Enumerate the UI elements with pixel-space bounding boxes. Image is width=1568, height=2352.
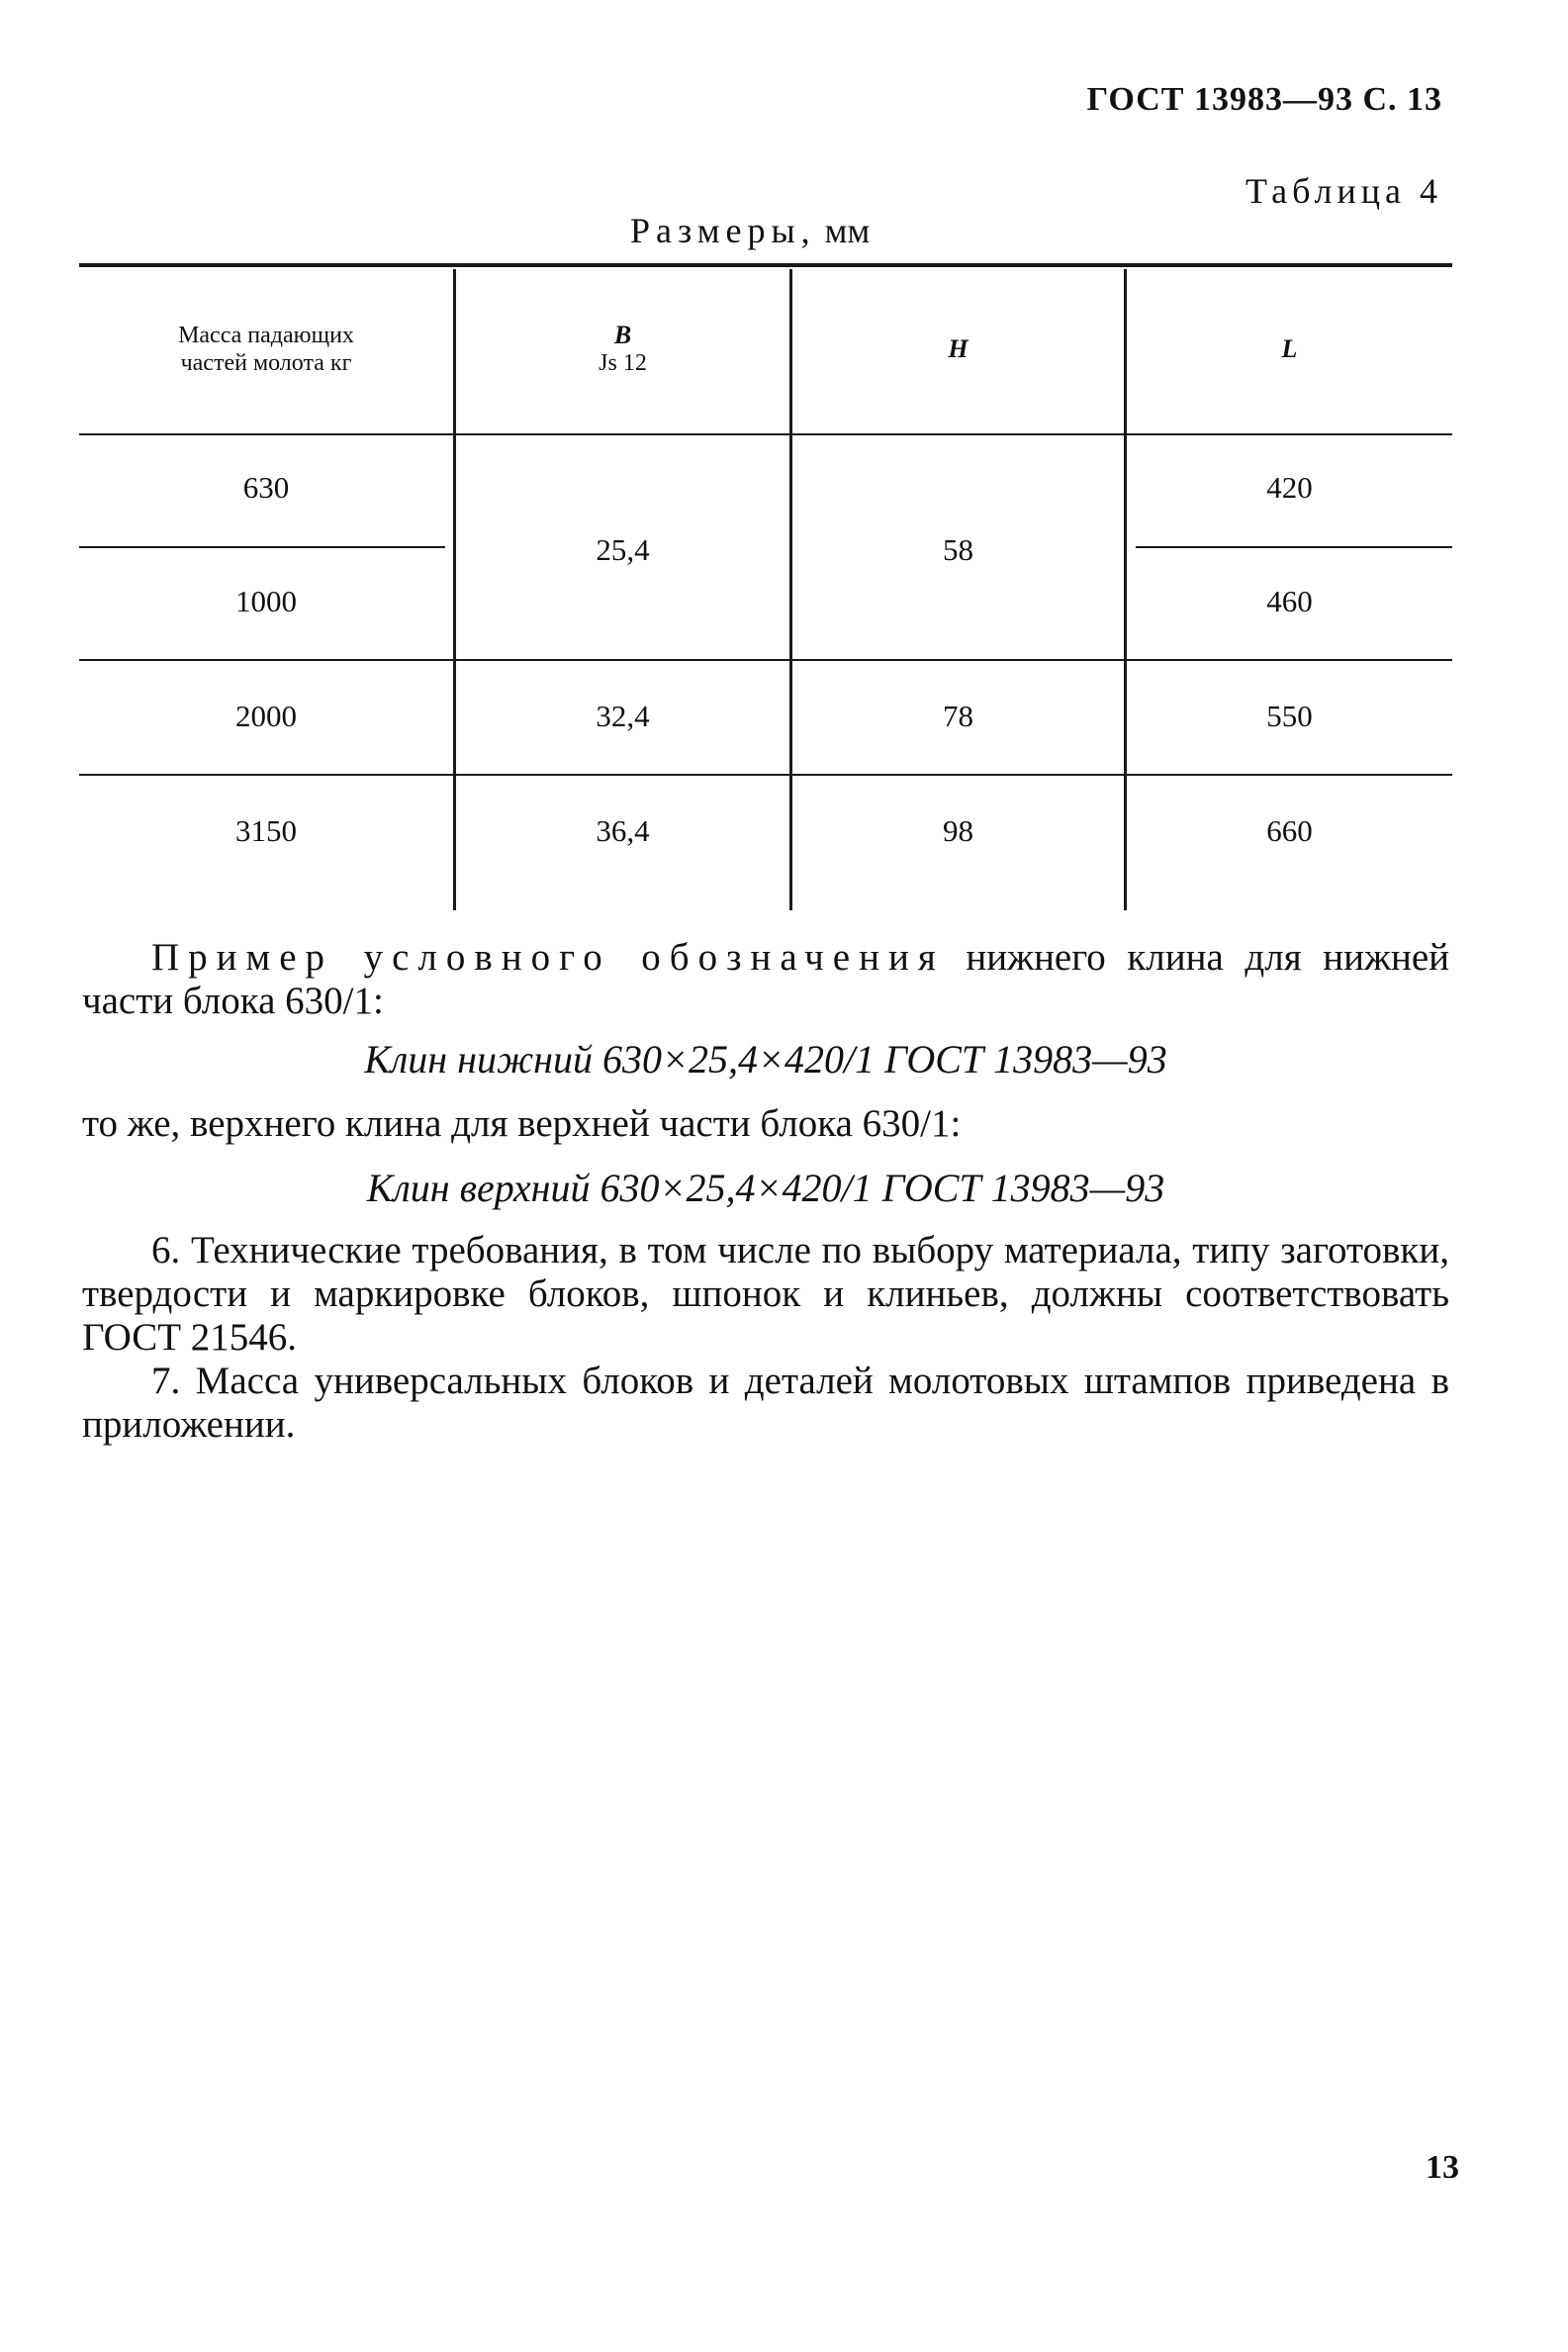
cell-mass-630: 630 [242,470,290,505]
cell-l-630: 420 [1266,470,1313,505]
item-7-paragraph: 7. Масса универсальных блоков и деталей молотовых штампов приведена в приложении. [82,1360,1449,1446]
header-mass-line2: частей молота кг [180,350,352,376]
header-b-tolerance: Js 12 [599,350,647,376]
cell-h-merged: 58 [943,532,973,567]
cell-b-3150: 36,4 [596,813,650,848]
header-h-symbol: H [948,334,968,363]
header-b-symbol: B [613,321,632,349]
table-header-rule [79,433,1452,435]
page-number: 13 [1426,2149,1459,2186]
running-header: ГОСТ 13983—93 С. 13 [1086,81,1442,118]
table-label: Таблица 4 [1245,171,1442,211]
example-paragraph [82,936,1449,1023]
cell-h-3150: 98 [943,813,973,848]
table-units [630,210,870,251]
row-divider [79,546,445,548]
cell-l-1000: 460 [1266,584,1313,618]
header-b [456,322,789,377]
table-top-rule [79,263,1452,267]
header-mass-line1: Масса падающих [178,323,354,348]
row-divider [79,774,1452,776]
cell-mass-1000: 1000 [235,584,297,618]
units-suffix: мм [824,211,871,250]
example-designation-lower: Клин нижний 630×25,4×420/1 ГОСТ 13983—93 [364,1037,1167,1082]
example-designation-upper: Клин верхний 630×25,4×420/1 ГОСТ 13983—93 [366,1166,1165,1210]
same-paragraph: то же, верхнего клина для верхней части блока 630/1: [82,1102,962,1145]
cell-l-3150: 660 [1266,813,1313,848]
units-word: Размеры, [630,211,816,250]
cell-h-2000: 78 [943,699,973,733]
header-l-symbol: L [1281,334,1298,363]
row-divider [1136,546,1452,548]
header-l [1127,335,1452,363]
cell-l-2000: 550 [1266,699,1313,733]
cell-mass-2000: 2000 [235,699,297,733]
cell-b-2000: 32,4 [596,699,650,733]
cell-b-merged: 25,4 [596,532,650,567]
example-rest: нижнего клина для нижней части блока 630/1: [82,936,1449,1022]
row-divider [79,659,1452,661]
example-lead: Пример условного обозначения [151,936,945,979]
header-h [792,335,1124,363]
header-mass [79,322,453,377]
cell-mass-3150: 3150 [235,813,297,848]
item-6-paragraph: 6. Технические требования, в том числе по выбору материала, типу заготовки, твердости и маркировке блоков, шпонок и клиньев, должны соответствовать ГОСТ 21546. [82,1229,1449,1359]
